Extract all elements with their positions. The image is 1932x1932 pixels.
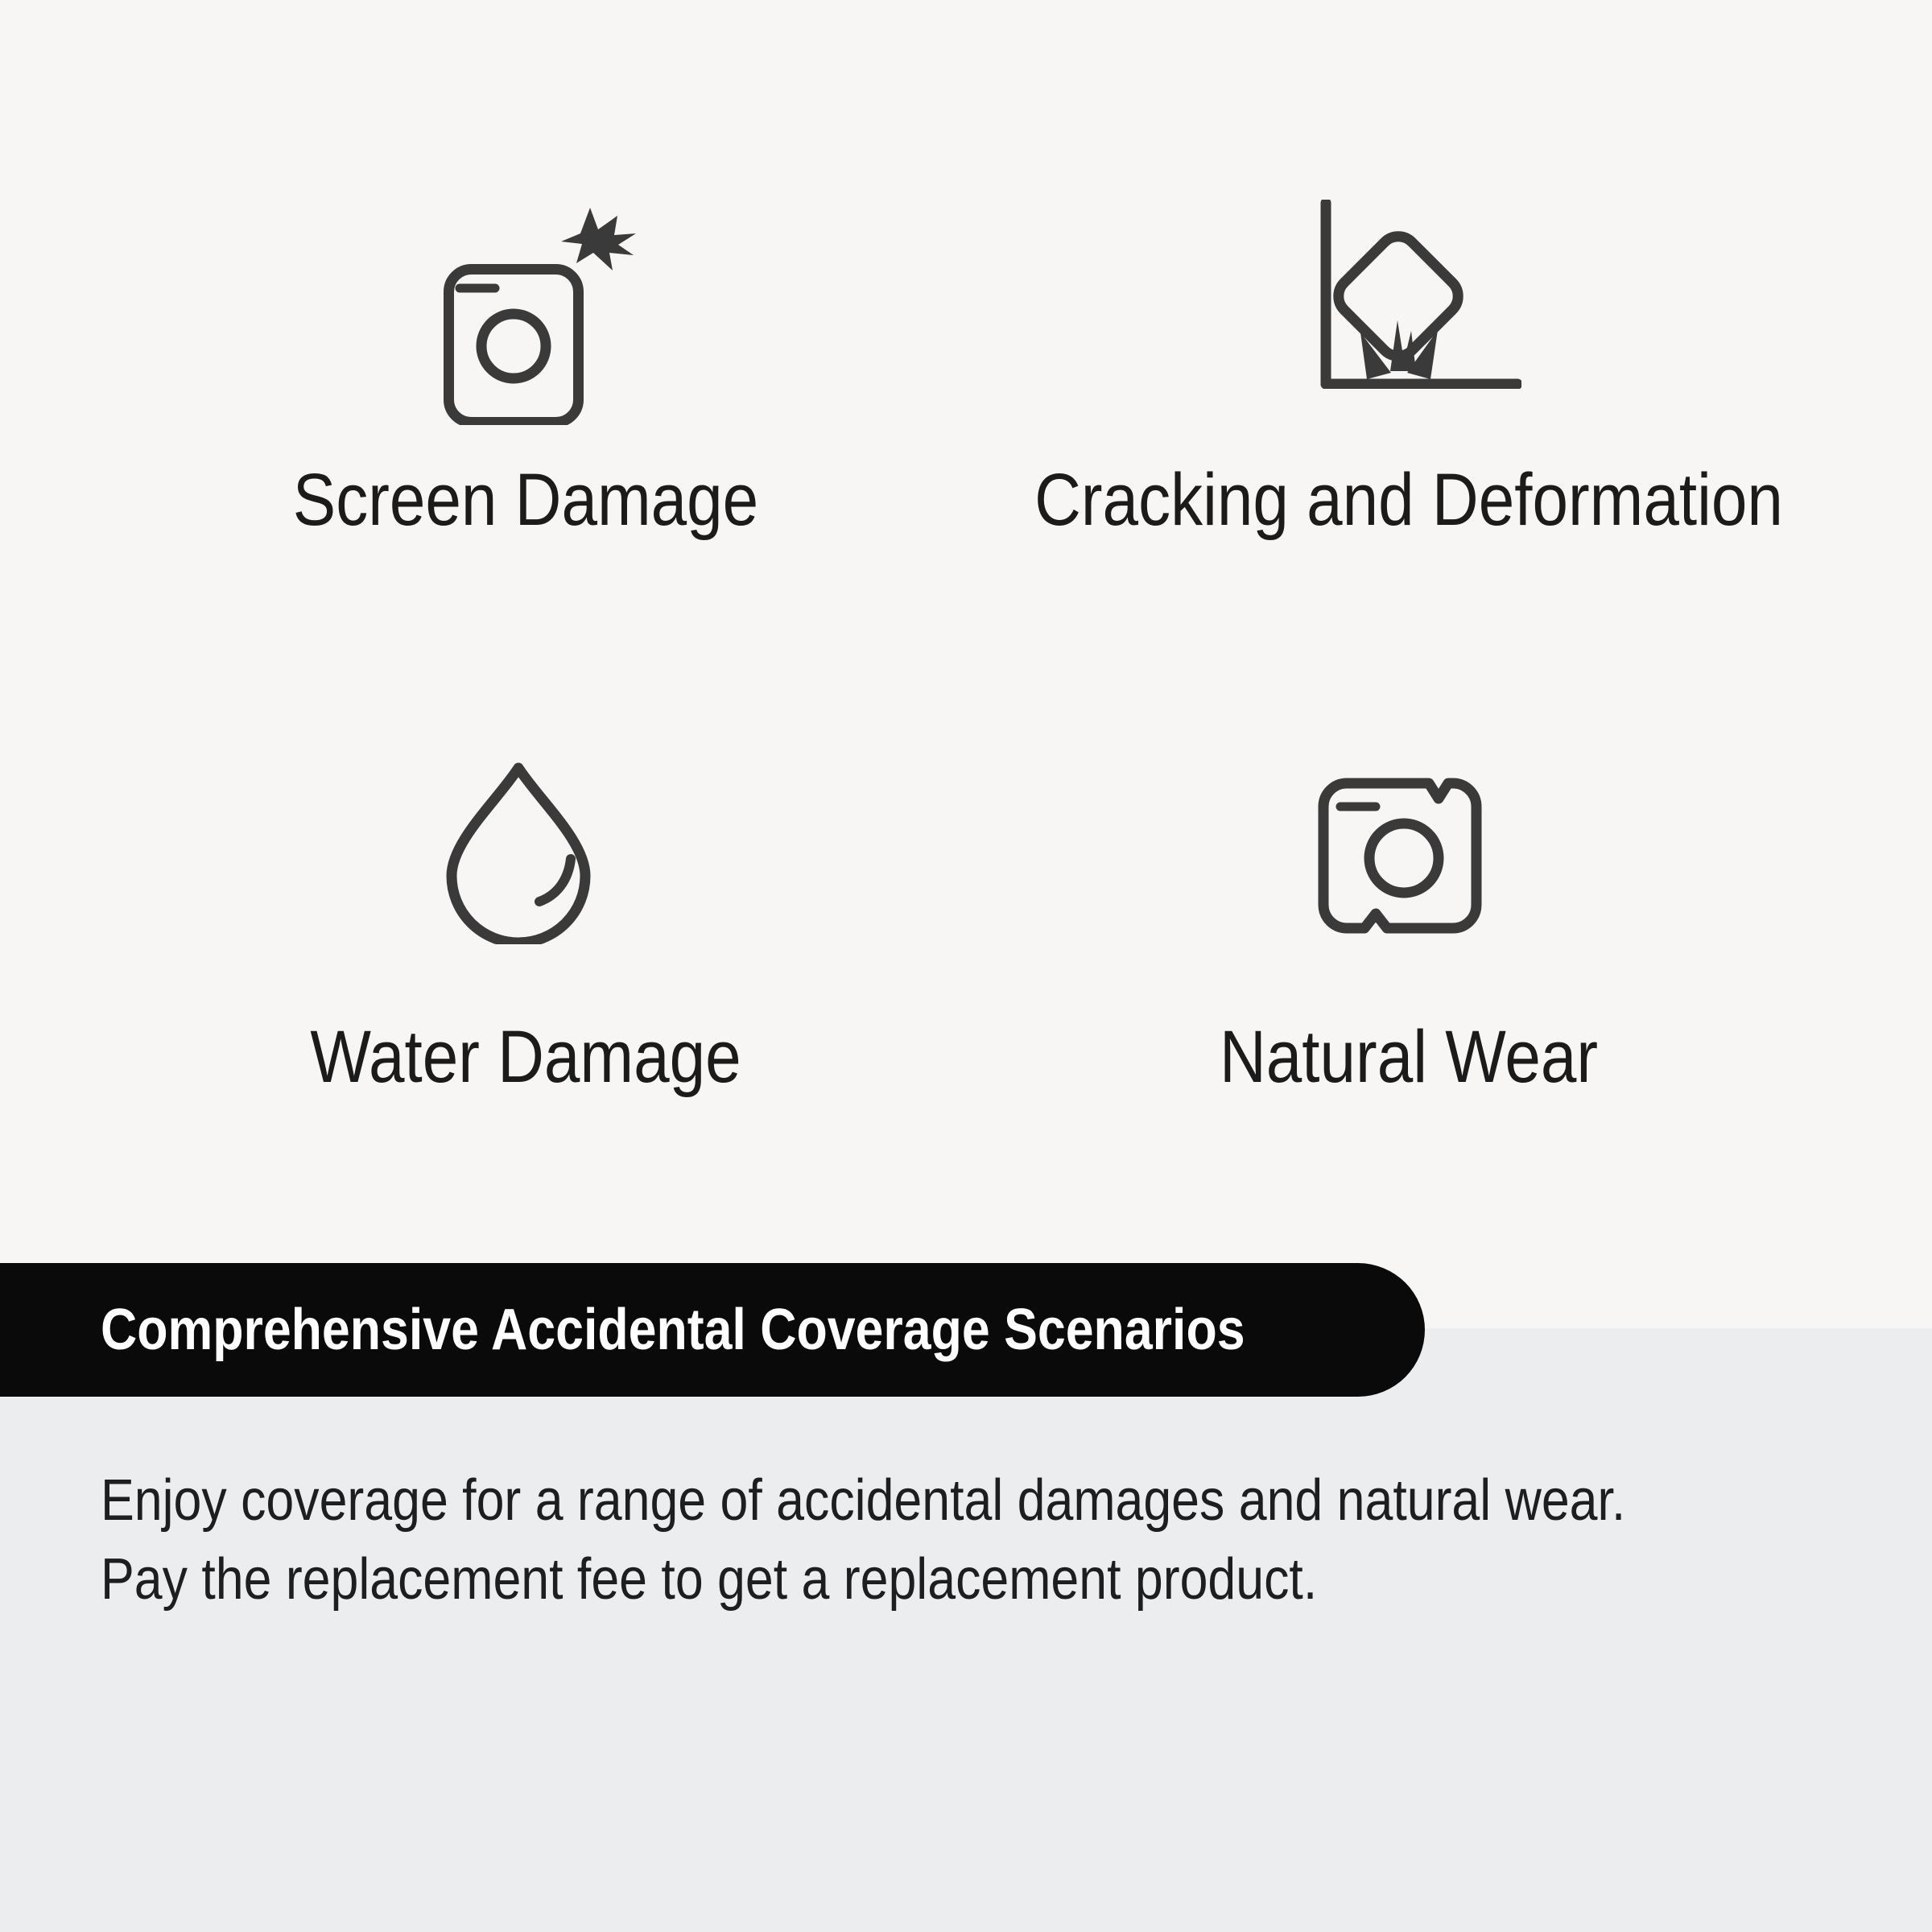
coverage-banner <box>0 1263 1425 1397</box>
description-line-2: Pay the replacement fee to get a replacement product. <box>101 1547 1318 1612</box>
coverage-description <box>101 1461 1853 1619</box>
coverage-item-label: Screen Damage <box>292 459 759 541</box>
worn-camera-icon <box>1318 777 1487 938</box>
coverage-item-label: Natural Wear <box>1219 1016 1599 1098</box>
camera-screen-impact-icon <box>444 208 637 425</box>
banner-title: Comprehensive Accidental Coverage Scenarios <box>101 1298 1245 1362</box>
coverage-item-label: Cracking and Deformation <box>1034 459 1783 541</box>
gray-bottom-section <box>0 1328 1932 1932</box>
description-line-1: Enjoy coverage for a range of accidental damages and natural wear. <box>101 1468 1626 1533</box>
dropped-diamond-crack-icon <box>1320 200 1521 389</box>
water-drop-icon <box>446 762 591 944</box>
coverage-item-label: Water Damage <box>310 1016 741 1098</box>
impact-burst-shape <box>561 208 636 270</box>
